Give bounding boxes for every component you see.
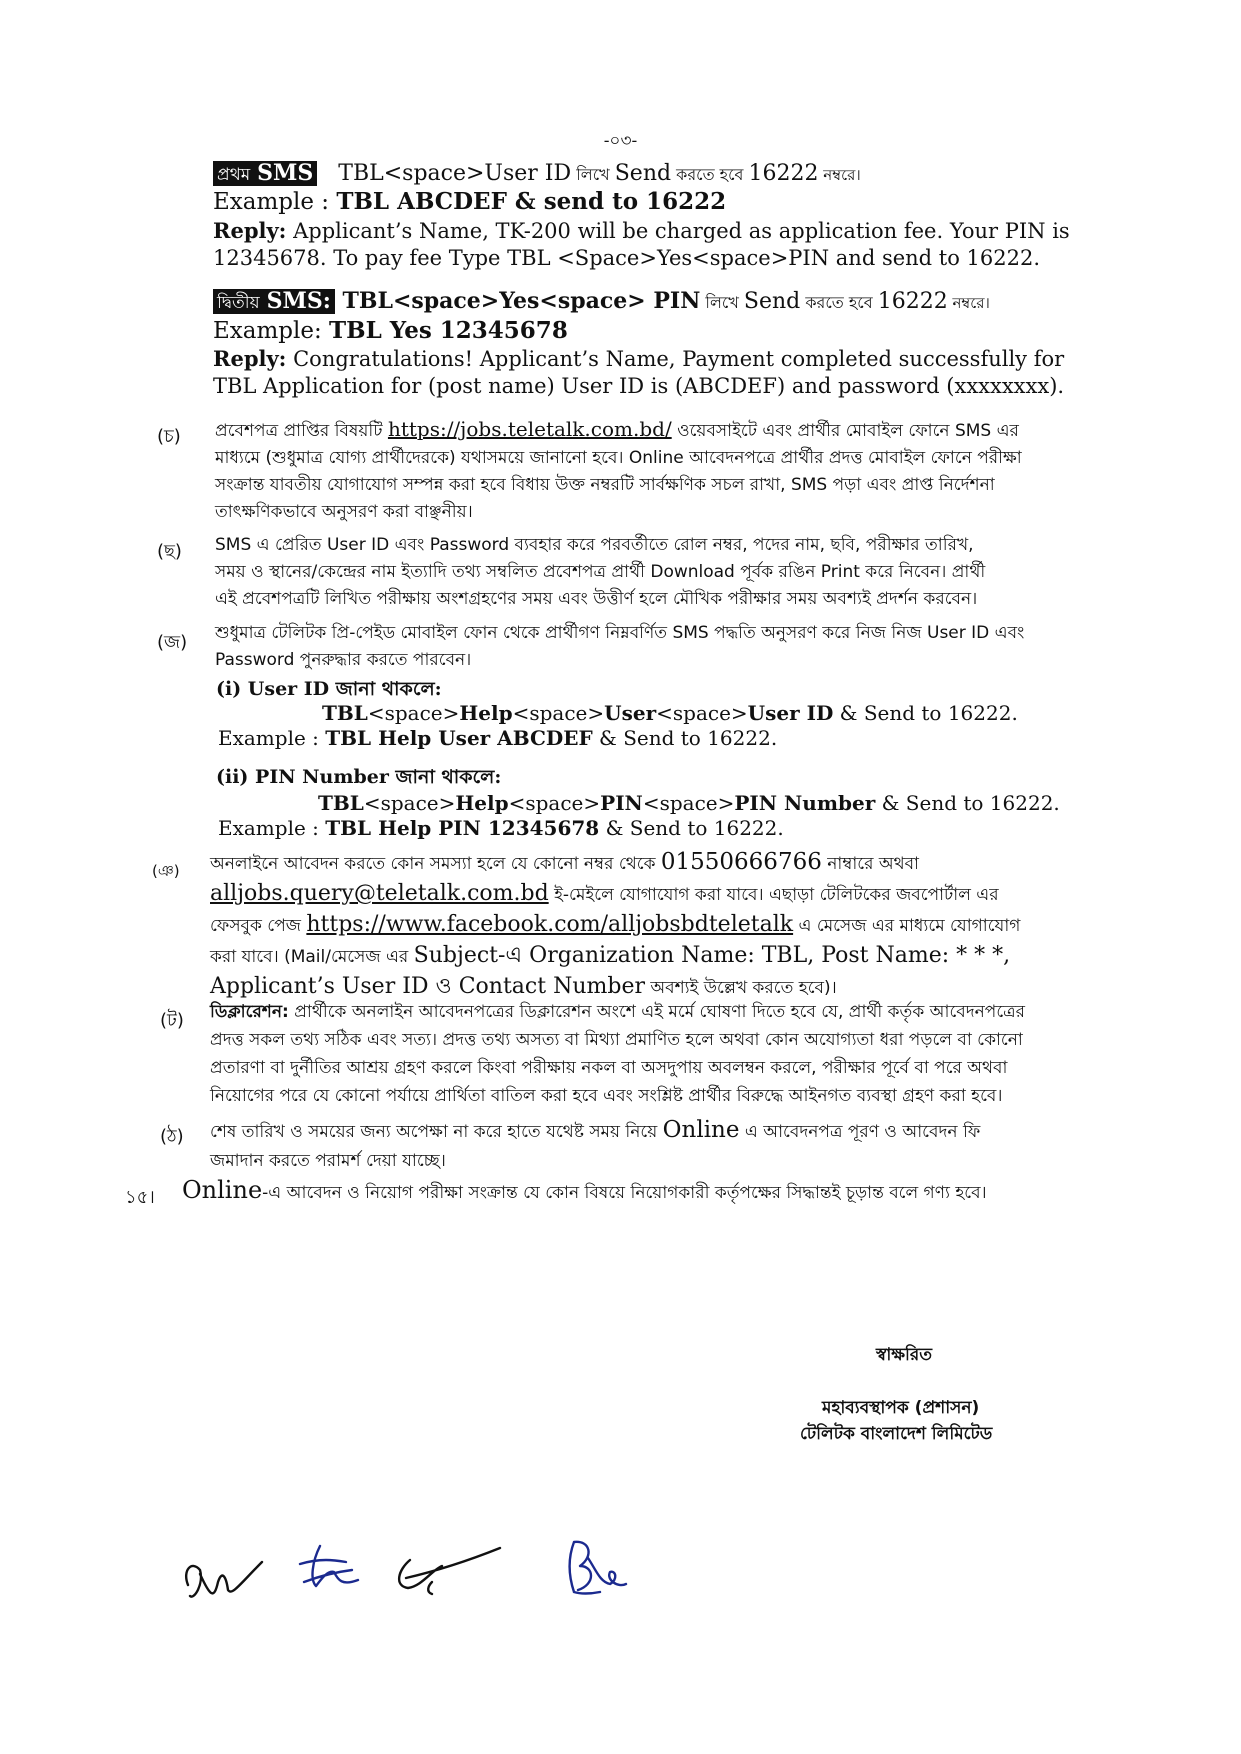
sms-first-nombore: নম্বরে।: [818, 166, 861, 184]
code-space: <space>: [367, 701, 460, 725]
code-space: <space>: [656, 701, 748, 725]
item-ja-text: [215, 620, 1130, 674]
code-space: <space>: [508, 791, 601, 815]
item-cha-line1b: ওয়েবসাইটে এবং প্রার্থীর মোবাইল ফোনে SMS এর: [671, 421, 1019, 441]
item-ja-line1: শুধুমাত্র টেলিটক প্রি-পেইড মোবাইল ফোন থেকে প্রার্থীগণ নিম্নবর্ণিত SMS পদ্ধতি অনুসরণ করে নিজ নিজ User ID এবং: [215, 623, 1025, 643]
item-cha-line4: তাৎক্ষণিকভাবে অনুসরণ করা বাঞ্ছনীয়।: [215, 502, 473, 522]
initial-4: [570, 1542, 627, 1594]
user-id-example: [218, 727, 777, 750]
code-user-id: User ID: [747, 701, 834, 725]
sms-first-example: [213, 189, 726, 215]
item-cha-line3: সংক্রান্ত যাবতীয় যোগাযোগ সম্পন্ন করা হবে বিধায় উক্ত নম্বরটি সার্বক্ষণিক সচল রাখা, SMS পড়া এবং প্রাপ্ত নির্দেশনা: [215, 475, 995, 495]
sms-second-reply-cont: TBL Application for (post name) User ID is (ABCDEF) and password (xxxxxxxx).: [213, 374, 1065, 398]
item-nya-line2b: ই-মেইলে যোগাযোগ করা যাবে। এছাড়া টেলিটকের জবপোর্টাল এর: [548, 885, 999, 905]
item-chha-line3: এই প্রবেশপত্রটি লিখিত পরীক্ষায় অংশগ্রহণের সময় এবং উত্তীর্ণ হলে মৌখিক পরীক্ষার সময় অবশ্যই প্রদর্শন করবেন।: [215, 589, 978, 609]
sms-second-likhe: লিখে: [700, 293, 744, 312]
page-number: -০৩-: [603, 131, 638, 151]
sms-first-tag: প্রথম: [217, 165, 251, 185]
item-tha-line1a: শেষ তারিখ ও সময়ের জন্য অপেক্ষা না করে হাতে যথেষ্ট সময় নিয়ে: [210, 1122, 663, 1142]
item-ta-text: [210, 998, 1130, 1110]
sms-second-number: 16222: [877, 289, 948, 314]
code-send: & Send to 16222.: [833, 701, 1018, 725]
item-chha-line1: SMS এ প্রেরিত User ID এবং Password ব্যবহার করে পরবর্তীতে রোল নম্বর, পদের নাম, ছবি, পরীক্ষার তারিখ,: [215, 535, 974, 555]
code-tbl: TBL: [318, 791, 364, 815]
user-id-heading: (i) User ID জানা থাকলে:: [216, 678, 442, 700]
sms-second-reply-label: Reply:: [213, 346, 287, 371]
item-nya-text: [210, 848, 1130, 1003]
sms-first-reply-cont: 12345678. To pay fee Type TBL <Space>Yes<space>PIN and send to 16222.: [213, 246, 1041, 270]
item-15-text: [182, 1177, 987, 1205]
item-nya-line5a: Applicant’s User ID ও Contact Number: [210, 974, 645, 999]
sms-second-example-value: TBL Yes 12345678: [329, 317, 568, 344]
item-ja-label: (জ): [157, 632, 188, 653]
example-label: Example :: [218, 816, 326, 840]
item-tha-line1c: এ আবেদনপত্র পূরণ ও আবেদন ফি: [739, 1122, 981, 1142]
example-code: TBL Help User ABCDEF: [325, 726, 593, 750]
sms-second-nombore: নম্বরে।: [947, 294, 990, 312]
item-nya-line1b: নাম্বারে অথবা: [821, 854, 919, 874]
handwritten-initials: [170, 1500, 650, 1620]
code-tbl: TBL: [322, 701, 368, 725]
item-cha-label: (চ): [157, 426, 181, 447]
item-nya-line3a: ফেসবুক পেজ: [210, 916, 307, 936]
sms-second-line: [213, 289, 990, 314]
pin-sms-code: [318, 792, 1060, 815]
declaration-label: ডিক্লারেশন:: [210, 1002, 289, 1022]
sms-first-reply-text: Applicant’s Name, TK-200 will be charged as application fee. Your PIN is: [286, 219, 1070, 243]
sms-second-code: TBL<space>Yes<space> PIN: [334, 288, 701, 314]
initial-3: [399, 1548, 500, 1594]
code-space: <space>: [642, 791, 735, 815]
sms-first-likhe: লিখে: [571, 165, 615, 184]
sms-second-reply-text: Congratulations! Applicant’s Name, Payment completed successfully for: [286, 347, 1065, 371]
item-nya-line4b: Subject-এ Organization Name: TBL, Post Name: * * *,: [413, 943, 1011, 968]
code-space: <space>: [363, 791, 456, 815]
sms-second-send: Send: [743, 289, 801, 314]
item-chha-line2: সময় ও স্থানের/কেন্দ্রের নাম ইত্যাদি তথ্য সম্বলিত প্রবেশপত্র প্রার্থী Download পূর্বক রঙিন Print করে নিবেন। প্রার্থী: [215, 562, 986, 582]
code-pin-number: PIN Number: [734, 791, 876, 815]
item-chha-text: [215, 532, 1130, 613]
example-send: & Send to 16222.: [592, 726, 778, 750]
sms-second-example-label: Example:: [213, 318, 330, 344]
sms-first-number: 16222: [748, 161, 819, 186]
pin-heading: (ii) PIN Number জানা থাকলে:: [216, 766, 502, 788]
item-tha-text: [210, 1116, 1130, 1176]
helpline-number: 01550666766: [660, 849, 822, 875]
signatory-organization: টেলিটক বাংলাদেশ লিমিটেড: [800, 1424, 993, 1444]
example-send: & Send to 16222.: [599, 816, 784, 840]
sms-second-sms-label: SMS:: [266, 288, 331, 314]
user-id-sms-code: [322, 702, 1018, 725]
item-15-label: ১৫।: [125, 1187, 155, 1208]
sms-first-korte: করতে হবে: [671, 165, 749, 184]
example-code: TBL Help PIN 12345678: [325, 816, 600, 840]
code-user: User: [604, 701, 657, 725]
item-cha-line2: মাধ্যমে (শুধুমাত্র যোগ্য প্রার্থীদেরকে) যথাসময়ে জানানো হবে। Online আবেদনপত্রে প্রার্থীর প্রদত্ত মোবাইল ফোনে পরীক্ষা: [215, 448, 1022, 468]
code-send: & Send to 16222.: [875, 791, 1060, 815]
item-cha-text: [215, 416, 1130, 526]
support-email-link[interactable]: alljobs.query@teletalk.com.bd: [210, 881, 549, 906]
sms-first-example-label: Example :: [213, 189, 337, 215]
initial-2: [300, 1546, 358, 1586]
item-ta-line3: প্রতারণা বা দুর্নীতির আশ্রয় গ্রহণ করলে কিংবা পরীক্ষায় নকল বা অসদুপায় অবলম্বন করলে, পরীক্ষার পূর্বে বা পরে অথবা: [210, 1058, 1008, 1078]
initial-1: [186, 1562, 262, 1597]
item-nya-line4a: করা যাবে। (Mail/মেসেজ এর: [210, 947, 414, 967]
item-15-rest: -এ আবেদন ও নিয়োগ পরীক্ষা সংক্রান্ত যে কোন বিষয়ে নিয়োগকারী কর্তৃপক্ষের সিদ্ধান্তই চূড়ান্ত বলে গণ্য হবে।: [262, 1183, 987, 1203]
item-nya-label: (ঞ): [152, 862, 180, 880]
sms-first-reply-label: Reply:: [213, 218, 287, 243]
sms-first-code: TBL<space>User ID: [338, 161, 572, 186]
item-chha-label: (ছ): [157, 541, 182, 562]
facebook-page-link[interactable]: https://www.facebook.com/alljobsbdteletalk: [306, 912, 794, 937]
item-nya-line1a: অনলাইনে আবেদন করতে কোন সমস্যা হলে যে কোনো নম্বর থেকে: [210, 854, 661, 874]
item-ta-line2: প্রদত্ত সকল তথ্য সঠিক এবং সত্য। প্রদত্ত তথ্য অসত্য বা মিথ্যা প্রমাণিত হলে অথবা কোন অযোগ্যতা ধরা পড়লে বা কোনো: [210, 1030, 1023, 1050]
sms-first-example-value: TBL ABCDEF & send to 16222: [336, 188, 727, 215]
code-pin: PIN: [600, 791, 643, 815]
item-tha-line2: জমাদান করতে পরামর্শ দেয়া যাচ্ছে।: [210, 1151, 446, 1171]
item-tha-label: (ঠ): [160, 1126, 184, 1147]
item-ta-line4: নিয়োগের পরে যে কোনো পর্যায়ে প্রার্থিতা বাতিল করা হবে এবং সংশ্লিষ্ট প্রার্থীর বিরুদ্ধে আইনগত ব্যবস্থা গ্রহণ করা হবে।: [210, 1086, 1003, 1106]
code-help: Help: [455, 791, 509, 815]
sms-second-reply: [213, 347, 1064, 371]
example-label: Example :: [218, 726, 326, 750]
sms-first-sms-label: SMS: [257, 160, 314, 186]
sms-first-send: Send: [614, 161, 672, 186]
code-space: <space>: [512, 701, 605, 725]
item-ta-line1b: প্রার্থীকে অনলাইন আবেদনপত্রের ডিক্লারেশন অংশে এই মর্মে ঘোষণা দিতে হবে যে, প্রার্থী কর্তৃক আবেদনপত্রের: [288, 1002, 1026, 1022]
item-cha-line1a: প্রবেশপত্র প্রাপ্তির বিষয়টি: [215, 421, 388, 441]
sms-second-example: [213, 318, 568, 344]
sms-first-line: [213, 161, 861, 186]
item-ja-line2: Password পুনরুদ্ধার করতে পারবেন।: [215, 650, 472, 670]
item-15-online: Online: [182, 1176, 263, 1204]
sms-second-tag: দ্বিতীয়: [217, 293, 260, 313]
item-tha-online: Online: [662, 1117, 740, 1143]
item-nya-line5b: অবশ্যই উল্লেখ করতে হবে)।: [644, 978, 837, 998]
signatory-designation: মহাব্যবস্থাপক (প্রশাসন): [822, 1398, 980, 1418]
sms-first-reply: [213, 219, 1070, 243]
sms-second-korte: করতে হবে: [800, 293, 878, 312]
code-help: Help: [459, 701, 513, 725]
item-nya-line3b: এ মেসেজ এর মাধ্যমে যোগাযোগ: [793, 916, 1021, 936]
item-ta-label: (ট): [160, 1010, 184, 1031]
signed-label: স্বাক্ষরিত: [876, 1345, 933, 1365]
jobs-portal-link[interactable]: https://jobs.teletalk.com.bd/: [387, 417, 672, 441]
pin-example: [218, 817, 784, 840]
